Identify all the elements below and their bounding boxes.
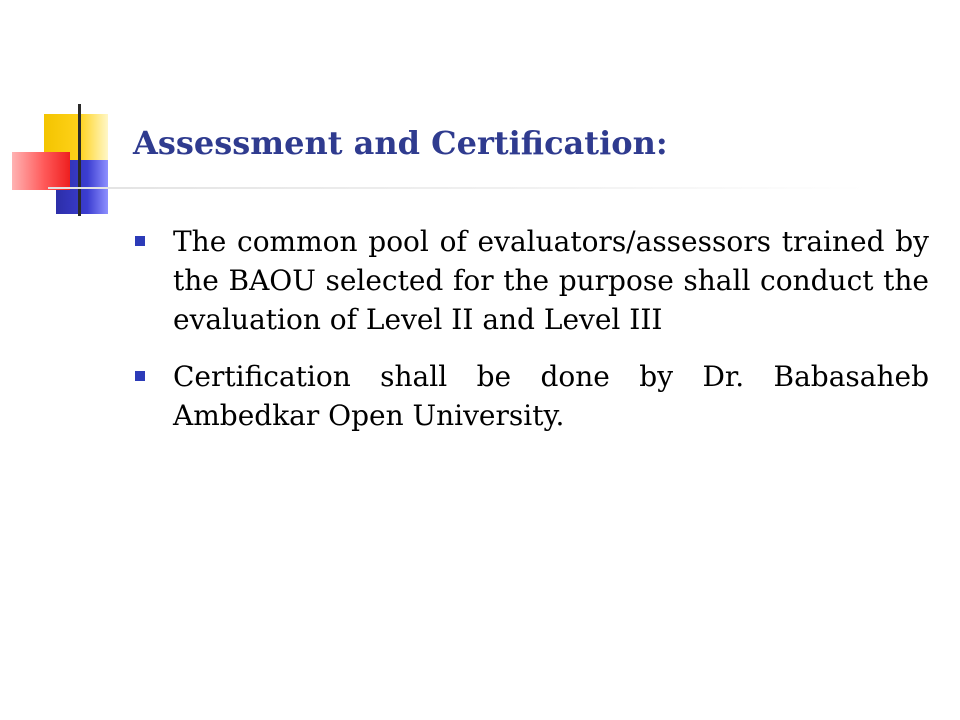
bullet-text: The common pool of evaluators/assessors trained by the BAOU selected for the purpose shall conduct the evaluation of Level II and Level III bbox=[173, 225, 929, 336]
decorative-vertical-line bbox=[78, 104, 81, 216]
bullet-list bbox=[133, 222, 929, 453]
square-bullet-icon bbox=[135, 371, 145, 381]
bullet-item bbox=[133, 357, 929, 435]
title-underline-rule bbox=[48, 187, 866, 189]
slide-title: Assessment and Certification: bbox=[133, 124, 668, 162]
square-bullet-icon bbox=[135, 236, 145, 246]
bullet-text: Certification shall be done by Dr. Babasaheb Ambedkar Open University. bbox=[173, 360, 929, 432]
bullet-item bbox=[133, 222, 929, 339]
decorative-red-square bbox=[12, 152, 70, 190]
